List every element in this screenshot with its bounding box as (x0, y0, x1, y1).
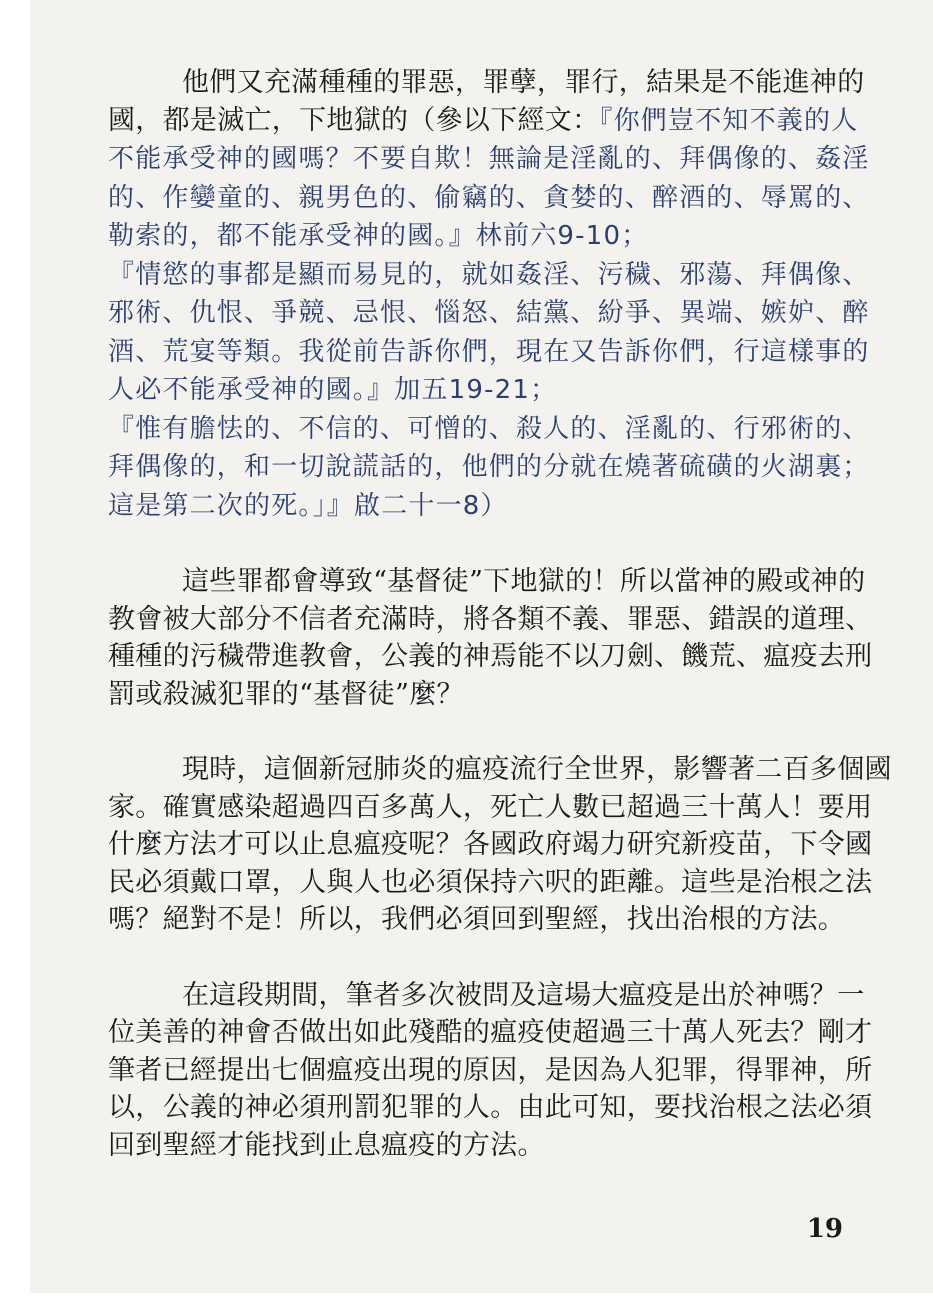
body-text: 在這段期間，筆者多次被問及這場大瘟疫是出於神嗎？一 (182, 979, 865, 1011)
body-text: 這些罪都會導致“基督徒”下地獄的！所以當神的殿或神的 (182, 566, 866, 597)
body-text: 什麼方法才可以止息瘟疫呢？各國政府竭力研究新疫苗，下令國 (108, 829, 873, 860)
paragraph (108, 563, 886, 713)
scripture-quote-text: 的、作孌童的、親男色的、偷竊的、貪婪的、醉酒的、辱罵的、 (108, 182, 870, 213)
text-line (108, 294, 886, 333)
text-line (108, 563, 886, 601)
paragraph (108, 751, 892, 939)
scripture-quote-text: 邪術、仇恨、爭競、忌恨、惱怒、結黨、紛爭、異端、嫉妒、醉 (108, 298, 870, 328)
scripture-quote-text: 『惟有膽怯的、不信的、可憎的、殺人的、淫亂的、行邪術的、 (108, 413, 870, 444)
text-line (108, 487, 886, 526)
paragraph (108, 977, 886, 1165)
scripture-quote-text: 不能承受神的國嗎？不要自欺！無論是淫亂的、拜偶像的、姦淫 (108, 144, 870, 174)
body-text: 嗎？絕對不是！所以，我們必須回到聖經，找出治根的方法。 (108, 904, 846, 935)
text-line (108, 901, 886, 939)
text-line (108, 217, 886, 256)
text-line (108, 333, 886, 372)
text-line (108, 64, 886, 102)
scripture-quote-text: 拜偶像的，和一切說謊話的，他們的分就在燒著硫磺的火湖裏； (108, 452, 870, 482)
body-text: 國，都是滅亡，下地獄的（參以下經文： (108, 104, 600, 136)
text-line (108, 864, 886, 902)
text-line (108, 448, 886, 487)
text-line (108, 1014, 886, 1052)
body-text: 他們又充滿種種的罪惡，罪孽，罪行，結果是不能進神的 (182, 67, 865, 98)
page-number: 19 (806, 1214, 843, 1244)
text-line (108, 1052, 886, 1090)
text-line (108, 371, 886, 410)
body-text: 回到聖經才能找到止息瘟疫的方法。 (108, 1129, 545, 1161)
text-line (108, 676, 886, 714)
body-text: 位美善的神會否做出如此殘酷的瘟疫使超過三十萬人死去？剛才 (108, 1017, 873, 1048)
scripture-quote-text: 勒索的，都不能承受神的國。』林前六9-10； (108, 221, 649, 251)
text-line (108, 102, 886, 141)
body-text: 家。確實感染超過四百多萬人，死亡人數已超過三十萬人！要用 (108, 791, 873, 823)
scripture-quote-text: 酒、荒宴等類。我從前告訴你們，現在又告訴你們，行這樣事的 (108, 336, 870, 367)
scripture-quote-text: 人必不能承受神的國。』加五19-21； (108, 375, 558, 405)
text-line (108, 1127, 886, 1165)
text-line (108, 140, 886, 179)
text-line (108, 179, 886, 218)
body-text: 罰或殺滅犯罪的“基督徒”麼？ (108, 678, 464, 710)
body-text: 以，公義的神必須刑罰犯罪的人。由此可知，要找治根之法必須 (108, 1092, 873, 1123)
page-content (108, 64, 892, 1202)
text-line (108, 977, 886, 1015)
text-line (108, 751, 892, 789)
scripture-quote-text: 『情慾的事都是顯而易見的，就如姦淫、污穢、邪蕩、拜偶像、 (108, 259, 870, 290)
text-line (108, 826, 886, 864)
text-line (108, 789, 886, 827)
text-line (108, 638, 886, 676)
body-text: 筆者已經提出七個瘟疫出現的原因，是因為人犯罪，得罪神，所 (108, 1054, 873, 1086)
body-text: 民必須戴口罩，人與人也必須保持六呎的距離。這些是治根之法 (108, 866, 873, 898)
body-text: 教會被大部分不信者充滿時，將各類不義、罪惡、錯誤的道理、 (108, 603, 873, 635)
body-text: 種種的污穢帶進教會，公義的神焉能不以刀劍、饑荒、瘟疫去刑 (108, 641, 873, 672)
scripture-quote-text: 這是第二次的死。」』啟二十一8） (108, 490, 508, 521)
paragraph (108, 64, 886, 525)
scripture-quote-text: 『你們豈不知不義的人 (599, 105, 859, 136)
text-line (108, 601, 886, 639)
text-line (108, 256, 886, 295)
body-text: 現時，這個新冠肺炎的瘟疫流行全世界，影響著二百多個國 (182, 754, 892, 785)
text-line (108, 410, 886, 449)
text-line (108, 1089, 886, 1127)
